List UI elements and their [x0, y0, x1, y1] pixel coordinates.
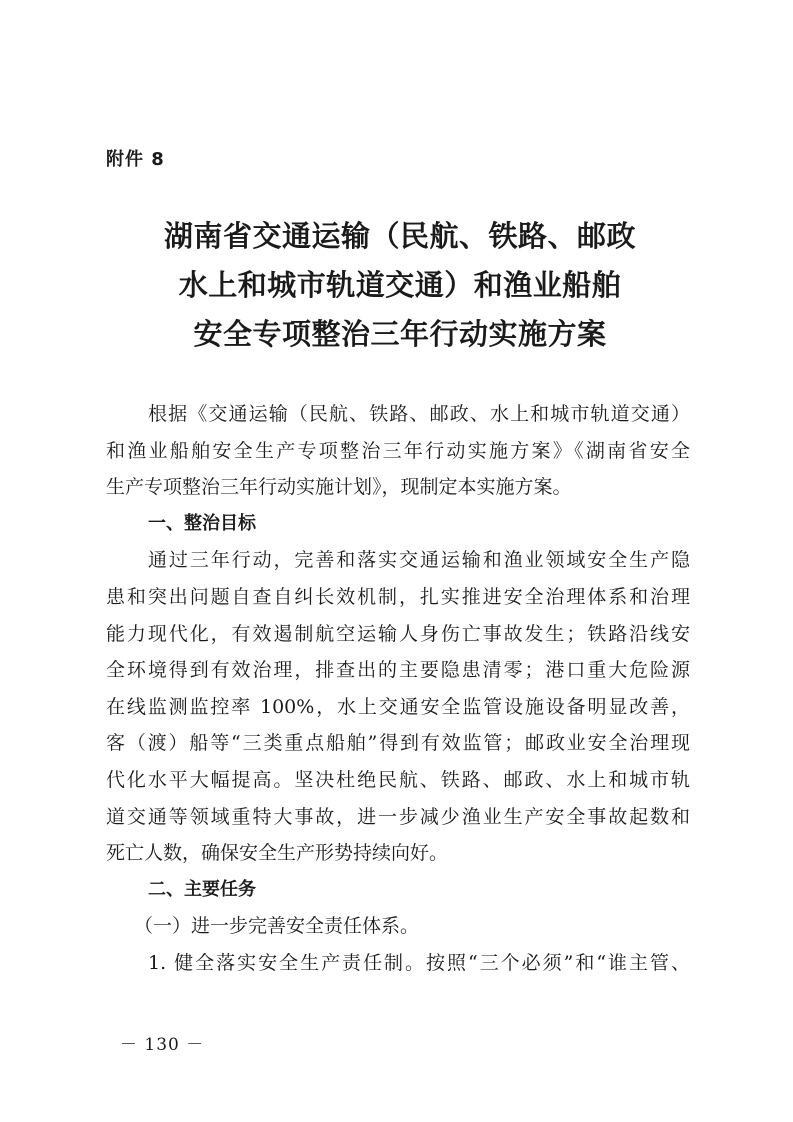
title-line: 水上和城市轨道交通）和渔业船舶: [178, 268, 622, 302]
document-title: [100, 212, 700, 359]
paragraph-line: 患和突出问题自查自纠长效机制，扎实推进安全治理体系和治理: [106, 585, 690, 608]
paragraph-line: 能力现代化，有效遏制航空运输人身伤亡事故发生；铁路沿线安: [106, 622, 690, 645]
title-line: 安全专项整治三年行动实施方案: [193, 317, 607, 351]
paragraph-line: 死亡人数，确保安全生产形势持续向好。: [106, 842, 449, 865]
intro-line: 生产专项整治三年行动实施计划》，现制定本实施方案。: [106, 476, 572, 499]
title-line: 湖南省交通运输（民航、铁路、邮政: [163, 219, 636, 253]
paragraph-line: 全环境得到有效治理，排查出的主要隐患清零；港口重大危险源: [106, 659, 690, 682]
document-body: [106, 396, 690, 982]
list-item: 1. 健全落实安全生产责任制。按照“三个必须”和“谁主管、: [148, 951, 690, 974]
page-number: － 130 －: [120, 1035, 205, 1055]
paragraph-line: 代化水平大幅提高。坚决杜绝民航、铁路、邮政、水上和城市轨: [106, 768, 690, 791]
attachment-label: 附件 8: [106, 149, 165, 170]
paragraph-line: 通过三年行动，完善和落实交通运输和渔业领域安全生产隐: [148, 549, 690, 572]
intro-line: 和渔业船舶安全生产专项整治三年行动实施方案》《湖南省安全: [106, 439, 690, 462]
paragraph-line: 客（渡）船等“三类重点船舶”得到有效监管；邮政业安全治理现: [106, 732, 690, 755]
paragraph-line: 道交通等领域重特大事故，进一步减少渔业生产安全事故起数和: [106, 805, 690, 828]
paragraph-line: 在线监测监控率 100%，水上交通安全监管设施设备明显改善，: [106, 695, 690, 718]
section-heading: 一、整治目标: [148, 512, 256, 534]
intro-line: 根据《交通运输（民航、铁路、邮政、水上和城市轨道交通）: [148, 403, 690, 425]
subsection-heading: （一）进一步完善安全责任体系。: [134, 915, 420, 938]
section-heading: 二、主要任务: [148, 878, 256, 900]
